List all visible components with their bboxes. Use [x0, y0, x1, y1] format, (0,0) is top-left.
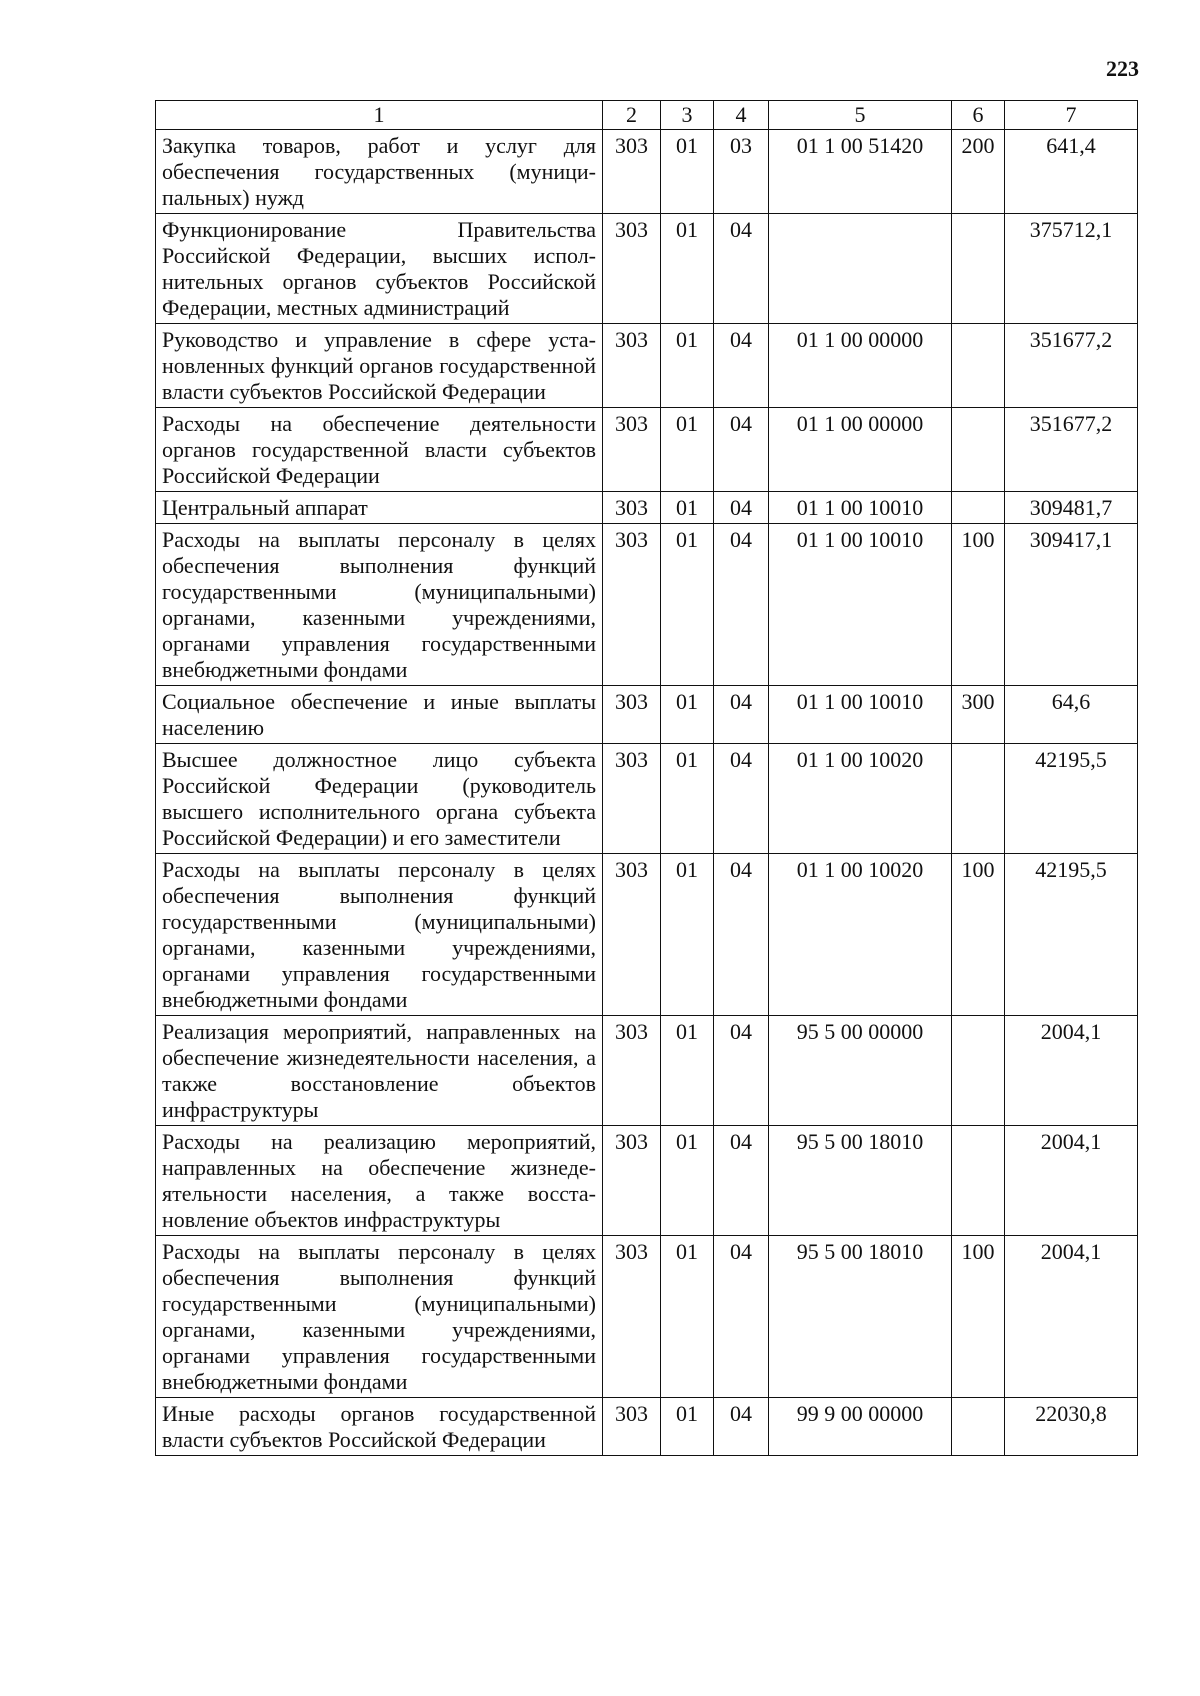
row-code-5: 01 1 00 10010	[769, 524, 952, 686]
row-amount: 2004,1	[1005, 1126, 1138, 1236]
row-code-5: 01 1 00 51420	[769, 130, 952, 214]
table-row	[156, 130, 1138, 214]
column-header-6: 6	[952, 101, 1005, 130]
row-code-2: 303	[603, 1236, 661, 1398]
row-code-5: 01 1 00 10010	[769, 686, 952, 744]
row-amount: 309417,1	[1005, 524, 1138, 686]
table-row	[156, 1016, 1138, 1126]
row-amount: 375712,1	[1005, 214, 1138, 324]
row-code-3: 01	[661, 854, 714, 1016]
row-code-6: 300	[952, 686, 1005, 744]
row-code-4: 04	[714, 744, 769, 854]
table-row	[156, 324, 1138, 408]
row-code-3: 01	[661, 1016, 714, 1126]
row-code-4: 04	[714, 324, 769, 408]
row-amount: 351677,2	[1005, 324, 1138, 408]
row-code-4: 04	[714, 408, 769, 492]
table-row	[156, 1126, 1138, 1236]
row-code-5	[769, 214, 952, 324]
row-code-6	[952, 744, 1005, 854]
table-row	[156, 854, 1138, 1016]
budget-table	[155, 100, 1138, 1456]
row-code-3: 01	[661, 686, 714, 744]
row-code-3: 01	[661, 1236, 714, 1398]
row-code-2: 303	[603, 130, 661, 214]
row-code-5: 95 5 00 18010	[769, 1126, 952, 1236]
row-amount: 641,4	[1005, 130, 1138, 214]
row-code-5: 99 9 00 00000	[769, 1398, 952, 1456]
row-code-4: 04	[714, 1236, 769, 1398]
row-name: Расходы на выплаты персоналу в целях обеспечения выполнения функций государственными (муниципальными) органами, казенными учреждениями, органами управления государственными внебюджетными фондами	[156, 1236, 603, 1398]
row-code-4: 04	[714, 686, 769, 744]
row-code-6	[952, 1398, 1005, 1456]
row-code-4: 03	[714, 130, 769, 214]
row-name: Расходы на выплаты персоналу в целях обеспечения выполнения функций государственными (муниципальными) органами, казенными учреждениями, органами управления государственными внебюджетными фондами	[156, 854, 603, 1016]
row-code-6	[952, 492, 1005, 524]
table-row	[156, 686, 1138, 744]
row-code-2: 303	[603, 214, 661, 324]
row-amount: 351677,2	[1005, 408, 1138, 492]
row-code-2: 303	[603, 686, 661, 744]
table-row	[156, 1236, 1138, 1398]
row-code-4: 04	[714, 214, 769, 324]
column-header-3: 3	[661, 101, 714, 130]
row-code-4: 04	[714, 492, 769, 524]
row-code-2: 303	[603, 1398, 661, 1456]
row-code-4: 04	[714, 1398, 769, 1456]
row-code-4: 04	[714, 1126, 769, 1236]
row-code-2: 303	[603, 744, 661, 854]
row-name: Социальное обеспечение и иные выплаты населению	[156, 686, 603, 744]
row-amount: 42195,5	[1005, 854, 1138, 1016]
row-code-3: 01	[661, 324, 714, 408]
row-code-2: 303	[603, 854, 661, 1016]
row-amount: 2004,1	[1005, 1236, 1138, 1398]
row-code-3: 01	[661, 744, 714, 854]
row-name: Расходы на обеспечение деятельности органов государственной власти субъектов Российской Федерации	[156, 408, 603, 492]
row-code-6	[952, 1016, 1005, 1126]
row-code-4: 04	[714, 1016, 769, 1126]
row-name: Центральный аппарат	[156, 492, 603, 524]
row-code-5: 01 1 00 00000	[769, 408, 952, 492]
row-code-6: 100	[952, 524, 1005, 686]
row-name: Высшее должностное лицо субъекта Российской Федерации (руководитель высшего исполнительного органа субъекта Российской Федерации) и его заместители	[156, 744, 603, 854]
row-name: Иные расходы органов государственной власти субъектов Российской Федерации	[156, 1398, 603, 1456]
row-amount: 42195,5	[1005, 744, 1138, 854]
row-code-6: 100	[952, 854, 1005, 1016]
table-row	[156, 524, 1138, 686]
table-header-row	[156, 101, 1138, 130]
row-code-3: 01	[661, 1126, 714, 1236]
row-code-4: 04	[714, 854, 769, 1016]
row-code-4: 04	[714, 524, 769, 686]
row-amount: 2004,1	[1005, 1016, 1138, 1126]
table-row	[156, 214, 1138, 324]
row-name: Расходы на выплаты персоналу в целях обеспечения выполнения функций государственными (муниципальными) органами, казенными учреждениями, органами управления государственными внебюджетными фондами	[156, 524, 603, 686]
row-code-5: 01 1 00 00000	[769, 324, 952, 408]
table-row	[156, 408, 1138, 492]
row-code-6	[952, 324, 1005, 408]
row-amount: 22030,8	[1005, 1398, 1138, 1456]
row-code-6: 200	[952, 130, 1005, 214]
row-code-3: 01	[661, 408, 714, 492]
row-code-2: 303	[603, 524, 661, 686]
row-amount: 309481,7	[1005, 492, 1138, 524]
table-row	[156, 744, 1138, 854]
column-header-5: 5	[769, 101, 952, 130]
row-code-5: 01 1 00 10010	[769, 492, 952, 524]
row-name: Закупка товаров, работ и услуг для обеспечения государственных (муниципальных) нужд	[156, 130, 603, 214]
row-code-2: 303	[603, 492, 661, 524]
row-code-5: 95 5 00 00000	[769, 1016, 952, 1126]
column-header-2: 2	[603, 101, 661, 130]
row-amount: 64,6	[1005, 686, 1138, 744]
row-code-3: 01	[661, 214, 714, 324]
row-code-6	[952, 408, 1005, 492]
row-code-5: 01 1 00 10020	[769, 854, 952, 1016]
row-code-3: 01	[661, 130, 714, 214]
column-header-7: 7	[1005, 101, 1138, 130]
page-number: 223	[1106, 56, 1139, 81]
column-header-4: 4	[714, 101, 769, 130]
row-code-2: 303	[603, 1016, 661, 1126]
table-row	[156, 1398, 1138, 1456]
column-header-1: 1	[156, 101, 603, 130]
row-code-3: 01	[661, 492, 714, 524]
row-code-5: 01 1 00 10020	[769, 744, 952, 854]
row-code-3: 01	[661, 524, 714, 686]
row-name: Расходы на реализацию мероприятий, направленных на обеспечение жизнедеятельности населения, а также восстановление объектов инфраструктуры	[156, 1126, 603, 1236]
row-code-5: 95 5 00 18010	[769, 1236, 952, 1398]
table-row	[156, 492, 1138, 524]
row-code-3: 01	[661, 1398, 714, 1456]
row-code-6: 100	[952, 1236, 1005, 1398]
row-name: Реализация мероприятий, направленных на обеспечение жизнедеятельности населения, а также восстановление объектов инфраструктуры	[156, 1016, 603, 1126]
row-code-2: 303	[603, 1126, 661, 1236]
row-code-2: 303	[603, 324, 661, 408]
row-name: Руководство и управление в сфере установленных функций органов государственной власти субъектов Российской Федерации	[156, 324, 603, 408]
row-code-6	[952, 1126, 1005, 1236]
row-code-6	[952, 214, 1005, 324]
row-name: Функционирование Правительства Российской Федерации, высших исполнительных органов субъектов Российской Федерации, местных администраций	[156, 214, 603, 324]
row-code-2: 303	[603, 408, 661, 492]
